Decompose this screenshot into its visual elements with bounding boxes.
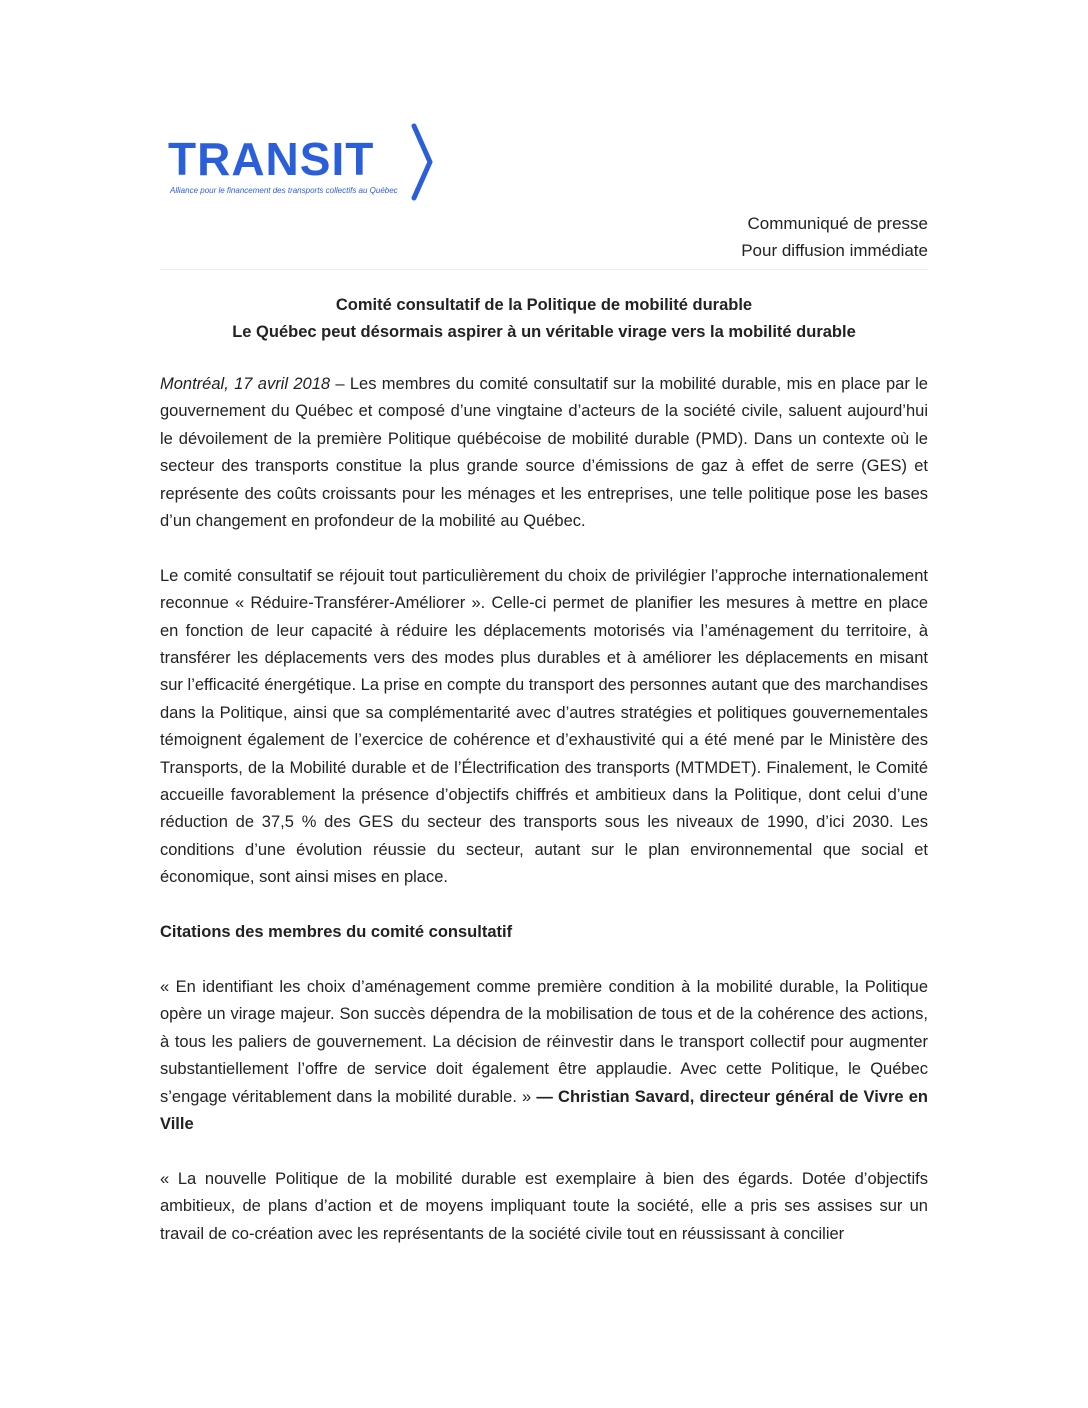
section-heading: Citations des membres du comité consultatif [160, 923, 513, 942]
dateline: Montréal, 17 avril 2018 [160, 375, 331, 393]
transit-logo [168, 122, 438, 202]
press-release-label: Communiqué de presse [747, 214, 928, 233]
quote-attribution: — Christian Savard, directeur général de Vivre en Ville [160, 1087, 928, 1133]
release-timing-label: Pour diffusion immédiate [741, 241, 928, 260]
intro-text: – Les membres du comité consultatif sur la mobilité durable, mis en place par le gouvernement du Québec et composé d’une vingtaine d’acteurs de la société civile, saluent aujourd’hui le dévoilement de la première Politique québécoise de mobilité durable (PMD). Dans un contexte où le secteur des transports constitue la plus grande source d’émissions de gaz à effet de serre (GES) et représente des coûts croissants pour les ménages et les entreprises, une telle politique pose les bases d’un changement en profondeur de la mobilité au Québec. [160, 375, 928, 531]
paragraph-intro [160, 371, 928, 535]
title-line-1: Comité consultatif de la Politique de mobilité durable [335, 296, 753, 314]
paragraph-approach: Le comité consultatif se réjouit tout particulièrement du choix de privilégier l’approche internationalement reconnue « Réduire-Transférer-Améliorer ». Celle-ci permet de planifier les mesures à mettre en place en fonction de leur capacité à réduire les déplacements motorisés via l’aménagement du territoire, à transférer les déplacements vers des modes plus durables et à améliorer les déplacements en misant sur l’efficacité énergétique. La prise en compte du transport des personnes autant que des marchandises dans la Politique, ainsi que sa complémentarité avec d’autres stratégies et politiques gouvernementales témoignent également de l’exercice de cohérence et d’exhaustivité qui a été mené par le Ministère des Transports, de la Mobilité durable et de l’Électrification des transports (MTMDET). Finalement, le Comité accueille favorablement la présence d’objectifs chiffrés et ambitieux dans la Politique, dont celui d’une réduction de 37,5 % des GES du secteur des transports sous les niveaux de 1990, d’ici 2030. Les conditions d’une évolution réussie du secteur, autant sur le plan environnemental que social et économique, sont ainsi mises en place. [160, 566, 928, 887]
document-title [160, 292, 928, 346]
title-line-2: Le Québec peut désormais aspirer à un véritable virage vers la mobilité durable [232, 323, 856, 341]
logo-tagline: Alliance pour le financement des transports collectifs au Québec [170, 186, 398, 195]
logo-wordmark: TRANSIT [168, 133, 375, 185]
chevron-right-icon [408, 122, 438, 202]
quote-second: « La nouvelle Politique de la mobilité durable est exemplaire à bien des égards. Dotée d’objectifs ambitieux, de plans d’action et de moyens impliquant toute la société, elle a pris ses assises sur un travail de co-création avec les représentants de la société civile tout en réussissant à concilier [160, 1169, 928, 1243]
quote-text: « En identifiant les choix d’aménagement comme première condition à la mobilité durable, la Politique opère un virage majeur. Son succès dépendra de la mobilisation de tous et de la cohérence des actions, à tous les paliers de gouvernement. La décision de réinvestir dans le transport collectif pour augmenter substantiellement l’offre de service doit également être applaudie. Avec cette Politique, le Québec s’engage véritablement dans la mobilité durable. » [160, 977, 928, 1106]
quote-savard [160, 974, 928, 1138]
press-release-header [741, 210, 928, 264]
header-divider [160, 269, 928, 270]
document-body [160, 371, 928, 1275]
